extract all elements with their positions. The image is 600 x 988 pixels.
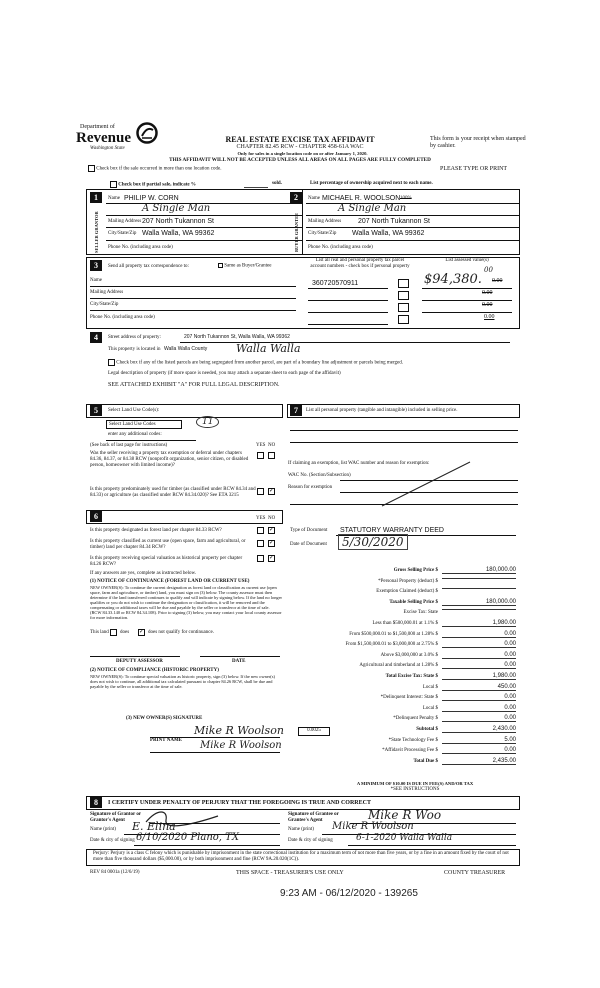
rule bbox=[290, 430, 518, 431]
doc-type[interactable]: STATUTORY WARRANTY DEED bbox=[340, 527, 444, 534]
rule bbox=[106, 440, 196, 441]
warning-banner: THIS AFFIDAVIT WILL NOT BE ACCEPTED UNLESS ALL AREAS ON ALL PAGES ARE FULLY COMPLETED bbox=[169, 157, 431, 163]
street-address[interactable]: 207 North Tukannon St, Walla Walla, WA 99362 bbox=[184, 334, 290, 340]
located-label: This property is located in bbox=[108, 347, 161, 352]
notice-1-title: (1) NOTICE OF CONTINUANCE (FOREST LAND OR CURRENT USE) bbox=[90, 579, 250, 584]
partial-sale-label: Check box if partial sale, indicate % bbox=[118, 182, 196, 188]
calc-row-value[interactable]: 2,435.00 bbox=[442, 758, 516, 765]
calc-row-value[interactable]: 5.00 bbox=[442, 737, 516, 744]
calc-row-label: Local $ bbox=[422, 684, 438, 690]
grantor-date-hand: 6/10/2020 Plano, TX bbox=[136, 832, 239, 843]
section-2-number: 2 bbox=[290, 192, 302, 203]
calc-row-value[interactable] bbox=[442, 609, 516, 610]
rule bbox=[348, 845, 516, 846]
multi-location-label: Check box if the sale occurred in more than one location code. bbox=[96, 166, 222, 172]
seller-mail[interactable]: 207 North Tukannon St bbox=[142, 218, 214, 225]
calc-row-value[interactable]: 0.00 bbox=[442, 747, 516, 754]
form-revision: REV 84 0001a (12/6/19) bbox=[90, 870, 140, 875]
calc-row bbox=[286, 641, 520, 652]
same-as-buyer[interactable] bbox=[218, 263, 271, 269]
section-7-number: 7 bbox=[290, 405, 302, 416]
same-as-buyer-label: Same as Buyer/Grantee bbox=[224, 263, 272, 269]
form-chapter: CHAPTER 82.45 RCW - CHAPTER 458-61A WAC bbox=[236, 144, 364, 150]
section-6-header bbox=[86, 510, 283, 524]
calc-row-value[interactable]: 0.00 bbox=[442, 631, 516, 638]
calc-row-label: Total Due $ bbox=[413, 758, 438, 764]
local-rate-box[interactable]: 0.0025 bbox=[298, 727, 330, 736]
personal-property-label: List all personal property (tangible and intangible) included in selling price. bbox=[306, 408, 458, 413]
rule bbox=[290, 442, 518, 443]
calc-row-label: From $500,000.01 to $1,500,000 at 1.28% $ bbox=[349, 631, 438, 637]
s3-city-label: City/State/Zip bbox=[90, 302, 119, 307]
calc-row-value[interactable]: 0.00 bbox=[442, 652, 516, 659]
segregate-checkbox[interactable] bbox=[108, 359, 115, 366]
s3-phone-label: Phone No. (including area code) bbox=[90, 315, 155, 320]
legal-desc-label: Legal description of property (if more space is needed, you may attach a separate sheet to each page of the affidavit) bbox=[108, 371, 341, 376]
s5-q1-yes[interactable] bbox=[257, 452, 264, 459]
rule bbox=[200, 656, 280, 657]
calc-row-label: Total Excise Tax: State $ bbox=[385, 674, 438, 679]
calc-row bbox=[286, 694, 520, 705]
calc-row bbox=[286, 578, 520, 589]
calc-row-label: From $1,500,000.01 to $3,000,000 at 2.75% $ bbox=[345, 642, 438, 648]
assessed-value-hand: $94,380. bbox=[424, 272, 482, 287]
grantee-date-hand: 6-1-2020 Walla Walla bbox=[356, 833, 453, 843]
revenue-logo-icon bbox=[136, 122, 158, 144]
grantee-signature-hand: Mike R Woo bbox=[368, 808, 442, 822]
rule bbox=[422, 288, 512, 289]
list-pct-label: List percentage of ownership acquired next to each name. bbox=[310, 181, 433, 186]
this-land-label: This land bbox=[90, 630, 109, 635]
assessed-zero-struck-1: 0.00 bbox=[492, 278, 503, 284]
certify-statement: I CERTIFY UNDER PENALTY OF PERJURY THAT THE FOREGOING IS TRUE AND CORRECT bbox=[108, 800, 371, 806]
calc-row-label: Taxable Selling Price $ bbox=[389, 599, 438, 605]
calc-row-label: Excise Tax: State bbox=[403, 610, 438, 616]
rule bbox=[90, 656, 180, 657]
section-3-number: 3 bbox=[90, 260, 102, 271]
grantee-name-hand: Mike R Woolson bbox=[332, 821, 414, 832]
calc-row-value[interactable]: 180,000.00 bbox=[442, 599, 516, 606]
seller-name-label: Name bbox=[108, 196, 120, 201]
rule bbox=[308, 312, 388, 313]
deputy-assessor-label: DEPUTY ASSESSOR bbox=[116, 659, 163, 664]
s6-q2-no[interactable]: ✓ bbox=[269, 540, 275, 546]
form-title: REAL ESTATE EXCISE TAX AFFIDAVIT bbox=[225, 135, 375, 144]
calc-row-label: *Delinquent Penalty $ bbox=[393, 716, 438, 722]
additional-codes-label: enter any additional codes: bbox=[108, 432, 162, 437]
rule bbox=[90, 298, 296, 299]
parties-divider bbox=[302, 189, 303, 255]
notice-1-body: NEW OWNER(S): To continue the current designation as forest land or classification as current use (open space, farm and agriculture, or timber) land, you must sign on (3) below. The county assessor must then determine if the land transferred continues to qualify and will indicate by signing below. If the land no longer qualifies or you do not wish to continue the designation or classification, it will be removed and the compensating or additional taxes will be due and payable by the seller or transferor at the time of sale. (RCW 84.33.140 or RCW 84.34.108). Prior to signing (3) below, you may contact your local county assessor for more information. bbox=[90, 585, 282, 620]
partial-sold-label: sold. bbox=[272, 181, 282, 186]
doc-date-hand: 5/30/2020 bbox=[338, 534, 408, 550]
wac-label: WAC No. (Section/Subsection) bbox=[288, 473, 351, 478]
county-hand: Walla Walla bbox=[236, 342, 301, 355]
s5-q2-yes[interactable] bbox=[257, 488, 264, 495]
section-1-number: 1 bbox=[90, 192, 102, 203]
calc-row-label: Agricultural and timberland at 1.28% $ bbox=[359, 663, 438, 669]
calc-row bbox=[286, 758, 520, 769]
calc-row bbox=[286, 673, 520, 684]
seller-side-label: SELLER GRANTOR bbox=[94, 211, 99, 253]
calc-row-value[interactable]: 1,980.00 bbox=[442, 673, 516, 680]
buyer-mail[interactable]: 207 North Tukannon St bbox=[358, 218, 430, 225]
seller-hand-name: A Single Man bbox=[142, 203, 211, 214]
seller-city[interactable]: Walla Walla, WA 99362 bbox=[142, 230, 215, 237]
tax-calculation bbox=[286, 567, 520, 767]
land-use-select[interactable]: Select Land Use Codes bbox=[106, 420, 182, 429]
doc-date-label: Date of Document bbox=[290, 542, 327, 547]
revenue-logo-text: Revenue bbox=[76, 130, 131, 146]
assessed-cents-hand: 00 bbox=[484, 266, 493, 274]
calc-row-label: *Personal Property (deduct) $ bbox=[378, 578, 438, 584]
s6-yes-label: YES bbox=[256, 516, 266, 521]
recording-stamp: 9:23 AM - 06/12/2020 - 139265 bbox=[280, 888, 418, 899]
calc-row bbox=[286, 567, 520, 578]
exemption-strike-line bbox=[380, 458, 480, 508]
rule bbox=[180, 342, 510, 343]
calc-row bbox=[286, 715, 520, 726]
county-treasurer-label: COUNTY TREASURER bbox=[444, 870, 506, 876]
calc-row-value[interactable]: 0.00 bbox=[442, 641, 516, 648]
calc-row bbox=[286, 599, 520, 610]
segregate-check[interactable] bbox=[108, 359, 518, 366]
section-8-number: 8 bbox=[90, 797, 102, 808]
land-use-code-hand: 11 bbox=[196, 416, 219, 428]
dept-label: Department of bbox=[80, 124, 115, 130]
personal-property-checkbox-2[interactable] bbox=[398, 291, 409, 300]
notice-2-body: NEW OWNER(S): To continue special valuation as historic property, sign (3) below. If the new owner(s) does not wish to continue, all additional tax calculated pursuant to chapter 84.26 RCW, shall be due and payable by the seller or transferor at the time of sale. bbox=[90, 674, 275, 689]
buyer-phone-label: Phone No. (including area code) bbox=[308, 245, 373, 250]
calc-row-label: Exemption Claimed (deduct) $ bbox=[376, 589, 438, 595]
assessed-header: List assessed value(s) bbox=[445, 258, 489, 263]
calc-row-value[interactable]: 1,980.00 bbox=[442, 620, 516, 627]
grantee-date-label: Date & city of signing bbox=[288, 838, 333, 843]
rule bbox=[134, 845, 280, 846]
personal-property-checkbox-3[interactable] bbox=[398, 303, 409, 312]
s3-name-label: Name bbox=[90, 278, 102, 283]
parcel-header: List all real and personal property tax parcel account numbers - check box if personal property bbox=[310, 258, 410, 269]
grantor-date-label: Date & city of signing bbox=[90, 838, 135, 843]
assessed-zero-struck-2: 0.00 bbox=[482, 290, 493, 296]
partial-pct-field[interactable] bbox=[244, 187, 268, 188]
personal-property-checkbox-1[interactable] bbox=[398, 279, 409, 288]
rule bbox=[106, 240, 302, 241]
calc-row bbox=[286, 609, 520, 620]
land-does-checkbox[interactable] bbox=[110, 629, 117, 636]
same-as-buyer-checkbox[interactable] bbox=[218, 263, 223, 268]
rule bbox=[306, 227, 520, 228]
calc-row bbox=[286, 662, 520, 673]
please-type: PLEASE TYPE OR PRINT bbox=[440, 166, 508, 172]
does-not-label: does not qualify for continuance. bbox=[148, 630, 214, 635]
see-instructions: *SEE INSTRUCTIONS bbox=[390, 787, 440, 792]
seller-city-label: City/State/Zip bbox=[108, 231, 137, 236]
rule bbox=[306, 215, 520, 216]
new-owner-sig-label: (3) NEW OWNER(S) SIGNATURE bbox=[126, 716, 203, 721]
segregate-label: Check box if any of the listed parcels are being segregated from another parcel, are part of a boundary line adjustment or parcels being merged. bbox=[116, 360, 403, 366]
calc-row-value[interactable]: 180,000.00 bbox=[442, 567, 516, 574]
rule bbox=[306, 240, 520, 241]
if-yes-note: If any answers are yes, complete as instructed below. bbox=[90, 571, 197, 576]
s5-yes-label: YES bbox=[256, 443, 266, 448]
rule bbox=[308, 300, 388, 301]
see-back-label: (See back of last page for instructions) bbox=[90, 443, 168, 448]
s6-q1-no[interactable]: ✓ bbox=[269, 527, 275, 533]
exhibit-note: SEE ATTACHED EXHIBIT "A" FOR FULL LEGAL DESCRIPTION. bbox=[108, 382, 280, 388]
calc-row-value[interactable]: 0.00 bbox=[442, 715, 516, 722]
calc-row-value[interactable]: 2,430.00 bbox=[442, 726, 516, 733]
buyer-name[interactable]: MICHAEL R. WOOLSON bbox=[322, 195, 401, 202]
s6-q3: Is this property receiving special valuation as historical property per chapter 84.26 RCW? bbox=[90, 556, 243, 567]
county-name[interactable]: Walla Walla County bbox=[164, 346, 208, 352]
buyer-city[interactable]: Walla Walla, WA 99362 bbox=[352, 230, 425, 237]
partial-sale-check[interactable] bbox=[110, 181, 196, 188]
calc-row bbox=[286, 684, 520, 695]
s5-q1: Was the seller receiving a property tax exemption or deferral under chapters 84.36, 84.37, or 84.38 RCW (nonprofit organization, senior citizen, or disabled person, homeowner with limited income)? bbox=[90, 451, 249, 468]
minimum-note: A MINIMUM OF $10.00 IS DUE IN FEE(S) AND/OR TAX bbox=[356, 781, 474, 786]
personal-property-checkbox-4[interactable] bbox=[398, 315, 409, 324]
rule bbox=[90, 310, 296, 311]
rule bbox=[150, 752, 280, 753]
partial-sale-checkbox[interactable] bbox=[110, 181, 117, 188]
assessed-zero-struck-3: 0.00 bbox=[482, 302, 493, 308]
rule bbox=[106, 215, 302, 216]
s6-q2-yes[interactable] bbox=[257, 540, 264, 547]
s6-no-label: NO bbox=[268, 516, 276, 521]
grantee-name-label: Name (print) bbox=[288, 827, 314, 832]
sig-grantor-label: Signature of Grantor or Grantor's Agent bbox=[90, 812, 141, 823]
state-label: Washington State bbox=[90, 146, 125, 151]
rule bbox=[308, 324, 388, 325]
calc-row-value[interactable]: 0.00 bbox=[442, 705, 516, 712]
exemption-label: If claiming an exemption, list WAC number and reason for exemption: bbox=[288, 461, 430, 466]
calc-row bbox=[286, 747, 520, 758]
does-label: does bbox=[120, 630, 130, 635]
calc-row-value[interactable] bbox=[442, 578, 516, 579]
calc-row-label: Gross Selling Price $ bbox=[393, 568, 438, 573]
calc-row-label: Local $ bbox=[422, 705, 438, 711]
buyer-side-label: BUYER GRANTEE bbox=[294, 212, 299, 252]
rule bbox=[106, 227, 302, 228]
section-6-number: 6 bbox=[90, 511, 102, 522]
calc-row bbox=[286, 631, 520, 642]
section-4-number: 4 bbox=[90, 332, 102, 343]
land-does-not-checkbox[interactable]: ✓ bbox=[139, 629, 145, 635]
buyer-mail-label: Mailing Address bbox=[308, 219, 342, 224]
print-name-label: PRINT NAME bbox=[150, 738, 182, 743]
calc-row bbox=[286, 705, 520, 716]
parcel-number[interactable]: 360720570911 bbox=[312, 280, 359, 287]
s5-q2: Is this property predominately used for timber (as classified under RCW 84.34 and 84.33) or agriculture (as classified under RCW 84.34.020)? See ETA 3215 bbox=[90, 487, 256, 498]
rule bbox=[422, 300, 512, 301]
section-5-number: 5 bbox=[90, 405, 102, 416]
send-correspondence-label: Send all property tax correspondence to: bbox=[108, 264, 189, 269]
s6-q3-no[interactable]: ✓ bbox=[269, 555, 275, 561]
rule bbox=[422, 312, 512, 313]
s5-q1-no[interactable] bbox=[268, 452, 275, 459]
seller-phone-label: Phone No. (including area code) bbox=[108, 245, 173, 250]
calc-row-label: Above $3,000,000 at 3.0% $ bbox=[380, 652, 438, 658]
buyer-name-label: Name bbox=[308, 196, 320, 201]
land-use-label: Select Land Use Code(s): bbox=[108, 408, 160, 413]
s6-q1: Is this property designated as forest land per chapter 84.33 RCW? bbox=[90, 528, 222, 533]
doc-type-label: Type of Document bbox=[290, 528, 328, 533]
form-only-for: Only for sales in a single location code on or after January 1, 2020. bbox=[237, 151, 368, 156]
seller-mail-label: Mailing Address bbox=[108, 219, 142, 224]
assessed-zero-4: 0.00 bbox=[484, 314, 495, 320]
calc-row-value[interactable]: 0.00 bbox=[442, 694, 516, 701]
new-owner-signature: Mike R Woolson bbox=[194, 724, 284, 737]
calc-row bbox=[286, 652, 520, 663]
buyer-struck-pct: 100% bbox=[400, 196, 412, 201]
s5-no-label: NO bbox=[268, 443, 276, 448]
new-owner-print: Mike R Woolson bbox=[200, 740, 282, 751]
calc-row-label: Less than $500,000.01 at 1.1% $ bbox=[372, 621, 438, 626]
perjury-notice: Perjury: Perjury is a class C felony which is punishable by imprisonment in the state correctional institution for a maximum term of not more than five years, or by a fine in an amount fixed by the court of not more than five thousand dollars ($5,000.00), or by both imprisonment and fine (RCW 9A.20.020(1C)). bbox=[86, 849, 520, 866]
calc-row bbox=[286, 737, 520, 748]
calc-row-label: *Delinquent Interest: State $ bbox=[380, 695, 438, 701]
reason-label: Reason for exemption bbox=[288, 485, 333, 490]
s3-mail-label: Mailing Address bbox=[90, 290, 124, 295]
calc-row-label: Subtotal $ bbox=[416, 727, 438, 732]
sig-grantee-label: Signature of Grantee or Grantee's Agent bbox=[288, 812, 339, 823]
calc-row-value[interactable]: 450.00 bbox=[442, 684, 516, 691]
buyer-city-label: City/State/Zip bbox=[308, 231, 337, 236]
multi-location-checkbox[interactable] bbox=[88, 165, 95, 172]
seller-name[interactable]: PHILIP W. CORN bbox=[124, 195, 179, 202]
calc-row-value[interactable]: 0.00 bbox=[442, 662, 516, 669]
grantor-name-label: Name (print) bbox=[90, 827, 116, 832]
calc-row-label: *State Technology Fee $ bbox=[388, 737, 438, 743]
rule bbox=[308, 288, 388, 289]
multi-location-check[interactable] bbox=[88, 165, 238, 172]
treasurer-use-only: THIS SPACE - TREASURER'S USE ONLY bbox=[236, 870, 344, 876]
grantor-name-hand: E. Elina bbox=[132, 820, 176, 833]
s6-q2: Is this property classified as current use (open space, farm and agricultural, or timber) land per chapter 84.34 RCW? bbox=[90, 539, 246, 550]
calc-row-value[interactable] bbox=[442, 588, 516, 589]
notice-2-title: (2) NOTICE OF COMPLIANCE (HISTORIC PROPERTY) bbox=[90, 668, 219, 673]
buyer-hand-name: A Single Man bbox=[338, 203, 407, 214]
street-label: Street address of property: bbox=[108, 335, 161, 340]
s5-q2-no[interactable]: ✓ bbox=[269, 488, 275, 494]
receipt-note: This form is your receipt when stamped by cashier. bbox=[430, 136, 526, 149]
deputy-date-label: DATE bbox=[232, 659, 246, 664]
calc-row-label: *Affidavit Processing Fee $ bbox=[382, 748, 438, 754]
calc-row bbox=[286, 588, 520, 599]
rule bbox=[90, 286, 296, 287]
calc-row bbox=[286, 620, 520, 631]
s6-q1-yes[interactable] bbox=[257, 527, 264, 534]
s6-q3-yes[interactable] bbox=[257, 555, 264, 562]
